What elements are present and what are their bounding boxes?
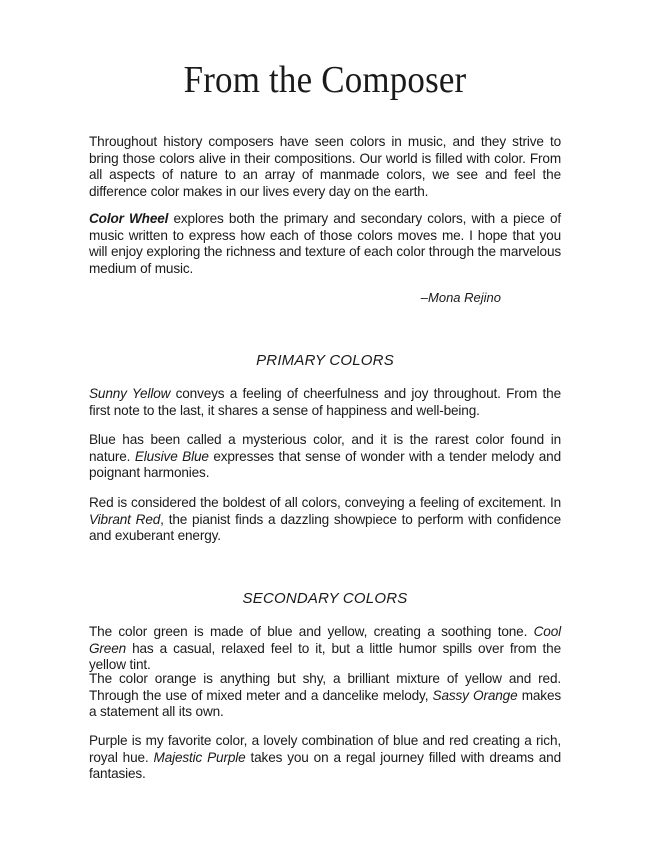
piece-title-sunny-yellow: Sunny Yellow xyxy=(89,386,171,401)
sassy-orange-intro: The color orange is anything but shy, a brilliant mixture of yellow and red. Through the use of mixed meter and a dancelike melody, xyxy=(89,671,561,703)
paragraph-sassy-orange xyxy=(89,671,561,721)
piece-title-elusive-blue: Elusive Blue xyxy=(134,448,209,464)
paragraph-sassy-orange-text xyxy=(89,671,561,721)
piece-title-sassy-orange: Sassy Orange xyxy=(432,687,518,703)
vibrant-red-intro: Red is considered the boldest of all colors, conveying a feeling of excitement. In xyxy=(89,495,561,510)
piece-title-color-wheel: Color Wheel xyxy=(89,211,169,226)
piece-title-vibrant-red: Vibrant Red xyxy=(89,511,161,527)
cool-green-description: has a casual, relaxed feel to it, but a little humor spills over from the yellow tint. xyxy=(89,640,561,673)
sunny-yellow-description: conveys a feeling of cheerfulness and joy throughout. From the first note to the last, it shares a sense of happiness and well-being. xyxy=(89,386,561,418)
paragraph-majestic-purple-text xyxy=(89,733,561,783)
page-title: From the Composer xyxy=(183,59,467,101)
paragraph-sunny-yellow xyxy=(89,386,561,419)
vibrant-red-description: , the pianist finds a dazzling showpiece to perform with confidence and exuberant energy. xyxy=(89,511,562,544)
composer-signature: –Mona Rejino xyxy=(420,290,501,305)
paragraph-cool-green xyxy=(89,624,561,674)
intro-paragraph-1-text: Throughout history composers have seen colors in music, and they strive to bring those colors alive in their compositions. Our world is filled with color. From all aspects of nature to an array of manmade colors, we see and feel the difference color makes in our lives every day on the earth. xyxy=(89,134,561,199)
paragraph-elusive-blue xyxy=(89,432,561,482)
paragraph-elusive-blue-text xyxy=(89,432,561,482)
intro-paragraph-2-body: explores both the primary and secondary colors, with a piece of music written to express how each of those colors moves me. I hope that you will enjoy exploring the richness and texture of each color through the marvelous medium of music. xyxy=(89,211,561,276)
elusive-blue-intro: Blue has been called a mysterious color, and it is the rarest color found in nature. xyxy=(89,432,561,464)
piece-title-cool-green: Cool Green xyxy=(89,624,561,656)
paragraph-sunny-yellow-text xyxy=(89,386,561,419)
intro-paragraph-2 xyxy=(89,211,561,277)
majestic-purple-description: takes you on a regal journey filled with dreams and fantasies. xyxy=(89,749,561,782)
cool-green-intro: The color green is made of blue and yellow, creating a soothing tone. xyxy=(89,624,534,639)
primary-colors-heading: PRIMARY COLORS xyxy=(256,352,394,369)
paragraph-majestic-purple xyxy=(89,733,561,783)
paragraph-cool-green-text xyxy=(89,624,561,674)
majestic-purple-intro: Purple is my favorite color, a lovely combination of blue and red creating a rich, royal hue. xyxy=(89,733,561,765)
intro-paragraph-1 xyxy=(89,134,561,200)
elusive-blue-description: expresses that sense of wonder with a tender melody and poignant harmonies. xyxy=(89,448,561,481)
secondary-colors-heading: SECONDARY COLORS xyxy=(242,590,408,607)
intro-paragraph-2-text xyxy=(89,211,561,277)
sassy-orange-description: makes a statement all its own. xyxy=(89,687,561,720)
paragraph-vibrant-red xyxy=(89,495,561,545)
piece-title-majestic-purple: Majestic Purple xyxy=(153,749,246,765)
paragraph-vibrant-red-text xyxy=(89,495,561,545)
